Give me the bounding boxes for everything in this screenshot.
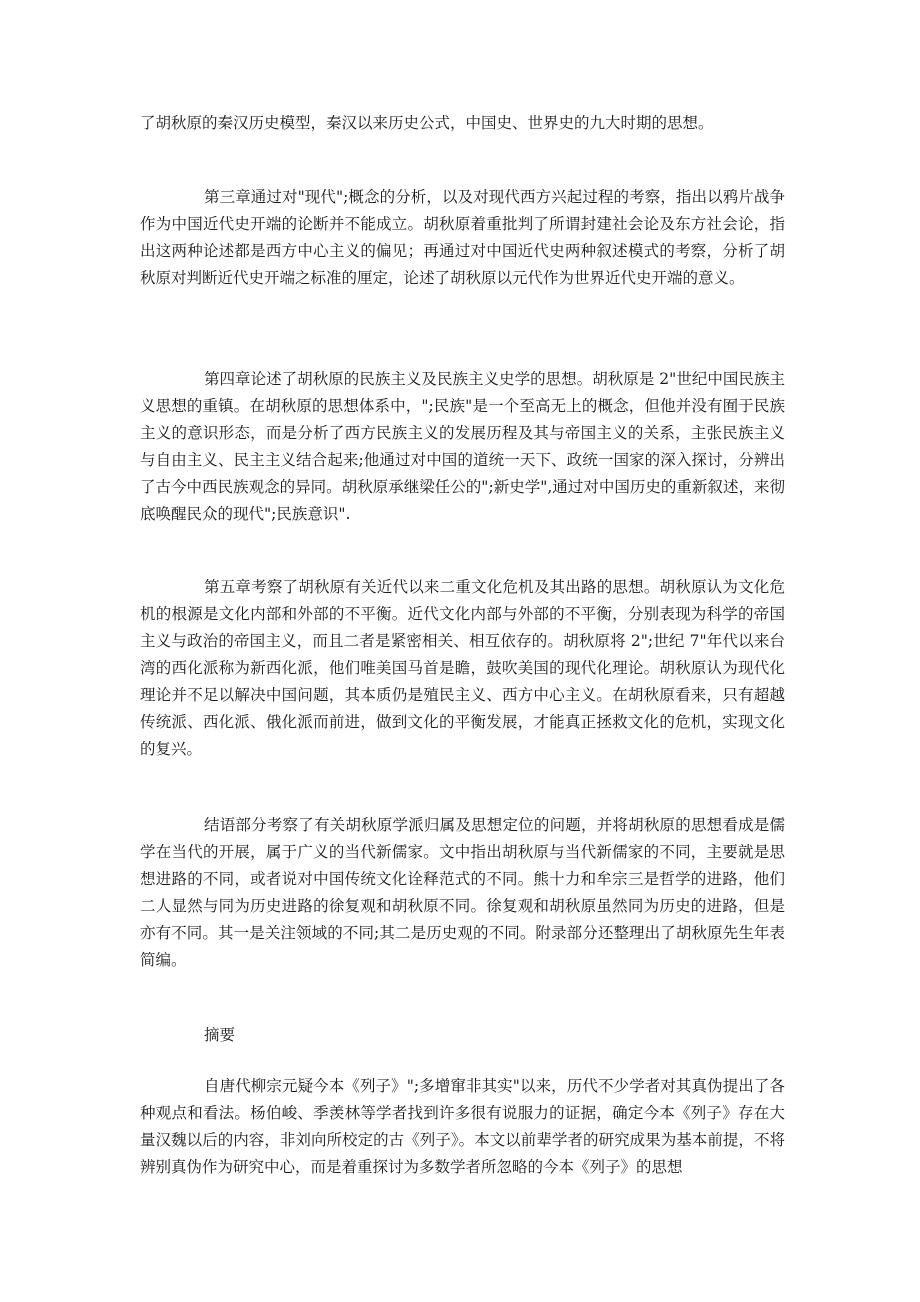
paragraph-chapter-two-ending: 了胡秋原的秦汉历史模型，秦汉以来历史公式，中国史、世界史的九大时期的思想。 xyxy=(140,114,714,132)
abstract-paragraph: 自唐代柳宗元疑今本《列子》";多增窜非其实"以来，历代不少学者对其真伪提出了各种观点和看法。杨伯峻、季羡林等学者找到许多很有说服力的证据，确定今本《列子》存在大量汉魏以后的内容，非刘向所校定的古《列子》。本文以前辈学者的研究成果为基本前提，不将辨别真伪作为研究中心，而是着重探讨为多数学者所忽略的今本《列子》的思想 xyxy=(140,1077,785,1176)
paragraph-conclusion: 结语部分考察了有关胡秋原学派归属及思想定位的问题，并将胡秋原的思想看成是儒学在当代的开展，属于广义的当代新儒家。文中指出胡秋原与当代新儒家的不同，主要就是思想进路的不同，或者说对中国传统文化诠释范式的不同。熊十力和牟宗三是哲学的进路，他们二人显然与同为历史进路的徐复观和胡秋原不同。徐复观和胡秋原虽然同为历史的进路，但是亦有不同。其一是关注领域的不同;其二是历史观的不同。附录部分还整理出了胡秋原先生年表简编。 xyxy=(140,816,785,969)
paragraph-chapter-three: 第三章通过对"现代";概念的分析，以及对现代西方兴起过程的考察，指出以鸦片战争作为中国近代史开端的论断并不能成立。胡秋原着重批判了所谓封建社会论及东方社会论，指出这两种论述都是西方中心主义的偏见；再通过对中国近代史两种叙述模式的考察，分析了胡秋原对判断近代史开端之标准的厘定，论述了胡秋原以元代作为世界近代史开端的意义。 xyxy=(140,188,785,287)
abstract-heading: 摘要 xyxy=(204,1026,236,1044)
paragraph-chapter-five: 第五章考察了胡秋原有关近代以来二重文化危机及其出路的思想。胡秋原认为文化危机的根源是文化内部和外部的不平衡。近代文化内部与外部的不平衡，分别表现为科学的帝国主义与政治的帝国主义，而且二者是紧密相关、相互依存的。胡秋原将 2";世纪 7"年代以来台湾的西化派称为新西化派，他们唯美国马首是瞻，鼓吹美国的现代化理论。胡秋原认为现代化理论并不足以解决中国问题，其本质仍是殖民主义、西方中心主义。在胡秋原看来，只有超越传统派、西化派、俄化派而前进，做到文化的平衡发展，才能真正拯救文化的危机，实现文化的复兴。 xyxy=(140,578,785,758)
paragraph-chapter-four: 第四章论述了胡秋原的民族主义及民族主义史学的思想。胡秋原是 2"世纪中国民族主义思想的重镇。在胡秋原的思想体系中，";民族"是一个至高无上的概念，但他并没有囿于民族主义的意识形态，而是分析了西方民族主义的发展历程及其与帝国主义的关系，主张民族主义与自由主义、民主主义结合起来;他通过对中国的道统一天下、政统一国家的深入探讨，分辨出了古今中西民族观念的异同。胡秋原承继梁任公的";新史学",通过对中国历史的重新叙述，来彻底唤醒民众的现代";民族意识". xyxy=(140,370,785,523)
